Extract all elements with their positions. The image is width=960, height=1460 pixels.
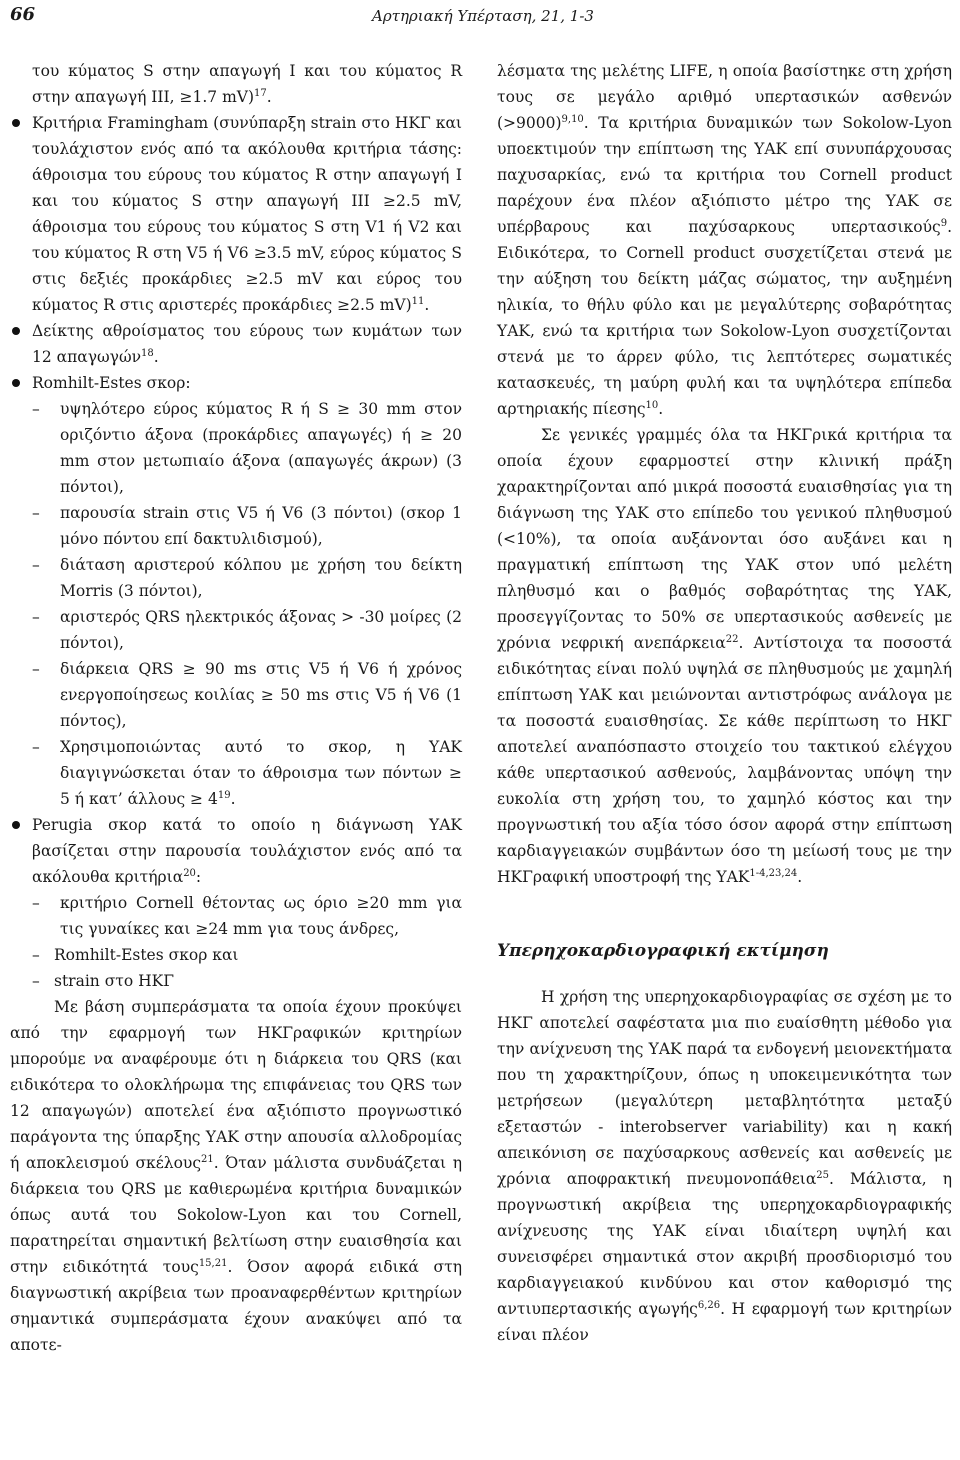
romhilt-item-amplitude: – υψηλότερο εύρος κύματος R ή S ≥ 30 mm στον οριζόντιο άξονα (προκάρδιες απαγωγές) ή ≥ 20 mm στον μετωπιαίο άξονα (απαγωγές άκρων) (3 πόντοι), bbox=[32, 400, 462, 496]
left-column bbox=[10, 58, 462, 1358]
romhilt-item-strain: – παρουσία strain στις V5 ή V6 (3 πόντοι) (σκορ 1 μόνο πόντου επί δακτυλιδισμού), bbox=[32, 504, 462, 548]
romhilt-item-scoring: – Χρησιμοποιώντας αυτό το σκορ, η ΥΑΚ διαγιγνώσκεται όταν το άθροισμα των πόντων ≥ 5 ή κατ’ $ά\lambda\lambda o\upsilon\varsigma \ge 4^{19}$. bbox=[32, 738, 462, 808]
page-header bbox=[0, 4, 960, 30]
perugia-item-romhilt: – Romhilt-Estes σκορ και bbox=[32, 946, 239, 964]
bullet-romhilt-estes: Romhilt-Estes σκορ: bbox=[10, 370, 462, 396]
paragraph-qrs-duration: Με βάση συμπεράσματα τα οποία έχουν προκύψει από την εφαρμογή των ΗΚΓραφικών κριτηρίων μπορούμε να αναφέρουμε ότι η διάρκεια του QRS (και ειδικότερα το ολοκλήρωμα της επιφάνειας του QRS των 12 απαγωγών) αποτελεί ένα αξιόπιστο προγνωστικό παράγοντα της ύπαρξης ΥΑΚ στην απουσία αλλοδρομίας ή αποκλεισμού σκέλους$^{21}$. Όταν μάλιστα συνδυάζεται η διάρκεια του QRS με καθιερωμένα κριτήρια δυναμικών όπως αυτά του Sokolow-Lyon και του Cornell, παρατηρείται σημαντική βελτίωση στην ευαισθησία και στην ειδικότητά τους$^{15,21}$. Όσον αφορά ειδικά στη διαγνωστική ακρίβεια των προαναφερθέντων κριτηρίων σημαντικά συμπεράσματα έχουν ανακύψει από τα αποτε- bbox=[10, 998, 462, 1354]
page-number: 66 bbox=[10, 4, 36, 25]
paragraph-echocardiography: Η χρήση της υπερηχοκαρδιογραφίας σε σχέση με το ΗΚΓ αποτελεί σαφέστατα μια πιο ευαίσθητη μέθοδο για την ανίχνευση της ΥΑΚ παρά τα ενδογενή μειονεκτήματα που τη χαρακτηρίζουν, όπως η υποκειμενικότητα των μετρήσεων (μεγαλύτερη μεταβλητότητα μεταξύ εξεταστών - interobserver variability) και η κακή απεικόνιση σε παχύσαρκους ασθενείς και ασθενείς με χρόνια αποφρακτική πνευμονοπάθεια$^{25}$. Μάλιστα, η προγνωστική ακρίβεια της υπερηχοκαρδιογραφικής ανίχνευσης της ΥΑΚ είναι ιδιαίτερη υψηλή και συνεισφέρει σημαντικά στον ακριβή προσδιορισμό του καρδιαγγειακού κινδύνου και στον καθορισμό της αντιυπερτασικής αγωγής$^{6,26}$. Η εφαρμογή των κριτηρίων είναι πλέον bbox=[497, 988, 953, 1344]
continued-criterion-text: του κύματος S στην απαγωγή I και του κύματος R στην απαγωγή III, ≥1.7 mV)$^{17}$. bbox=[32, 62, 462, 106]
romhilt-item-left-atrium: – διάταση αριστερού κόλπου με χρήση του δείκτη Morris (3 πόντοι), bbox=[32, 556, 462, 600]
bullet-dot-icon bbox=[12, 821, 20, 829]
right-column bbox=[497, 58, 952, 1348]
journal-running-title: Αρτηριακή Υπέρταση, 21, 1-3 bbox=[372, 7, 594, 25]
bullet-dot-icon bbox=[12, 379, 20, 387]
bullet-dot-icon bbox=[12, 119, 20, 127]
romhilt-item-axis: – αριστερός QRS ηλεκτρικός άξονας > -30 μοίρες (2 πόντοι), bbox=[32, 608, 462, 652]
paragraph-ecg-sensitivity: Σε γενικές γραμμές όλα τα ΗΚΓρικά κριτήρια τα οποία έχουν εφαρμοστεί στην κλινική πράξη χαρακτηρίζονται από μικρά ποσοστά ευαισθησίας για τη διάγνωση της ΥΑΚ στο επίπεδο του γενικού πληθυσμού (<10%), τα οποία αυξάνονται όσο αυξάνει και η πραγματική επίπτωση της ΥΑΚ στον υπό μελέτη πληθυσμό και ο βαθμός σοβαρότητας της ΥΑΚ, προσεγγίζοντας το 50% σε υπερτασικούς ασθενείς με χρόνια νεφρική ανεπάρκεια$^{22}$. Αντίστοιχα τα ποσοστά ειδικότητας είναι πολύ υψηλά σε πληθυσμούς με χαμηλή επίπτωση ΥΑΚ και μειώνονται αντιστρόφως ανάλογα με τα ποσοστά ευαισθησίας. Σε κάθε περίπτωση το ΗΚΓ αποτελεί αναπόσπαστο στοιχείο του τακτικού ελέγχου κάθε υπερτασικού ασθενούς, λαμβάνοντας υπόψη την ευκολία στη χρήση του, το χαμηλό κόστος και την προγνωστική του αξία τόσο όσον αφορά στην επίπτωση καρδιαγγειακών συμβάντων όσο τη μείωσή τους με την ΗΚΓραφική υποστροφή της ΥΑΚ$^{1-4,23,24}$. bbox=[497, 426, 952, 886]
bullet-perugia-score: Perugia σκορ κατά το οποίο η διάγνωση ΥΑΚ βασίζεται στην παρουσία τουλάχιστον ενός από τα ακόλουθα κριτήρια$^{20}$: bbox=[10, 812, 462, 890]
section-heading: Υπερηχοκαρδιογραφική εκτίμηση bbox=[497, 941, 829, 961]
perugia-item-strain: – strain στο ΗΚΓ bbox=[32, 972, 174, 990]
bullet-sum-index: Δείκτης αθροίσματος του εύρους των κυμάτων των 12 απαγωγών$^{18}$. bbox=[10, 318, 462, 370]
perugia-item-cornell: – κριτήριο Cornell θέτοντας ως όριο ≥20 mm για τις γυναίκες και ≥24 mm για τους άνδρες, bbox=[32, 894, 462, 938]
bullet-dot-icon bbox=[12, 327, 20, 335]
romhilt-item-qrs-duration: – διάρκεια QRS ≥ 90 ms στις V5 ή V6 ή χρόνος ενεργοποίησεως κοιλίας ≥ 50 ms στις V5 ή V6 (1 πόντος), bbox=[32, 660, 462, 730]
bullet-framingham-criteria: Κριτήρια Framingham (συνύπαρξη strain στο ΗΚΓ και τουλάχιστον ενός από τα ακόλουθα κριτήρια τάσης: άθροισμα του εύρους του κύματος R στην απαγωγή I και του κύματος S στην απαγωγή III ≥2.5 mV, άθροισμα του εύρους του κύματος S στη V1 ή V2 και του κύματος R στη V5 ή V6 ≥3.5 mV, εύρος κύματος S στις δεξιές προκάρδιες ≥2.5 mV και εύρος του κύματος R στις αριστερές προκάρδιες ≥2.5 mV)$^{11}$. bbox=[10, 110, 462, 318]
paragraph-life-study: λέσματα της μελέτης LIFE, η οποία βασίστηκε στη χρήση τους σε μεγάλο αριθμό υπερτασικών ασθενών (>9000)$^{9,10}$. Τα κριτήρια δυναμικών των Sokolow-Lyon υποεκτιμούν την επίπτωση της ΥΑΚ επί συνυπάρχουσας παχυσαρκίας, ενώ τα κριτήρια του Cornell product παρέχουν ένα πλέον αξιόπιστο μέτρο της ΥΑΚ σε υπέρβαρους και παχύσαρκους υπερτασικούς$^9$. Ειδικότερα, το Cornell product συσχετίζεται στενά με την αύξηση του δείκτη μάζας σώματος, την αυξημένη ηλικία, το θήλυ φύλο και με μεγαλύτερης σοβαρότητας ΥΑΚ, ενώ τα κριτήρια των Sokolow-Lyon συσχετίζονται στενά με το άρρεν φύλο, τις λεπτότερες σωματικές κατασκευές, τη μαύρη φυλή και τα υψηλότερα επίπεδα αρτηριακής πίεσης$^{10}$. bbox=[497, 62, 952, 418]
